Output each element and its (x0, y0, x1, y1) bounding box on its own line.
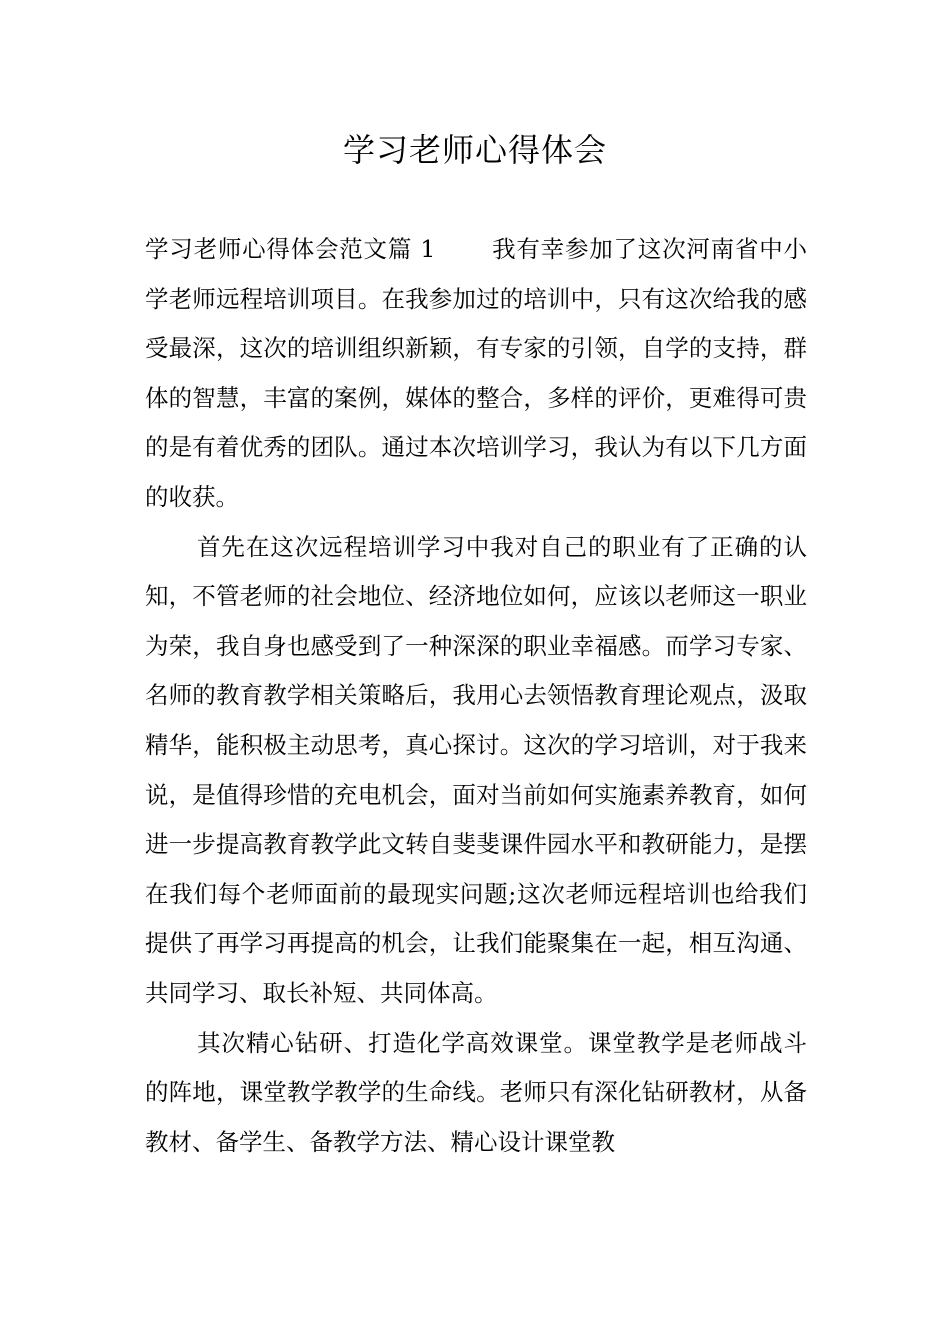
paragraph-3: 其次精心钻研、打造化学高效课堂。课堂教学是老师战斗的阵地，课堂教学教学的生命线。老师只有深化钻研教材，从备教材、备学生、备教学方法、精心设计课堂教 (145, 1028, 807, 1156)
paragraph-text: 我有幸参加了这次河南省中小学老师远程培训项目。在我参加过的培训中，只有这次给我的感受最深，这次的培训组织新颖，有专家的引领，自学的支持，群体的智慧，丰富的案例，媒体的整合，多样的评价，更难得可贵的是有着优秀的团队。通过本次培训学习，我认为有以下几方面的收获。 (145, 235, 808, 511)
paragraph-1 (145, 225, 807, 523)
document-body (145, 225, 807, 1167)
paragraph-2: 首先在这次远程培训学习中我对自己的职业有了正确的认知，不管老师的社会地位、经济地位如何，应该以老师这一职业为荣，我自身也感受到了一种深深的职业幸福感。而学习专家、名师的教育教学相关策略后，我用心去领悟教育理论观点，汲取精华，能积极主动思考，真心探讨。这次的学习培训，对于我来说，是值得珍惜的充电机会，面对当前如何实施素养教育，如何进一步提高教育教学此文转自斐斐课件园水平和教研能力，是摆在我们每个老师面前的最现实问题;这次老师远程培训也给我们提供了再学习再提高的机会，让我们能聚集在一起，相互沟通、共同学习、取长补短、共同体高。 (145, 532, 807, 1007)
paragraph-lead: 学习老师心得体会范文篇 1 (145, 235, 436, 263)
document-title: 学习老师心得体会 (342, 131, 607, 169)
